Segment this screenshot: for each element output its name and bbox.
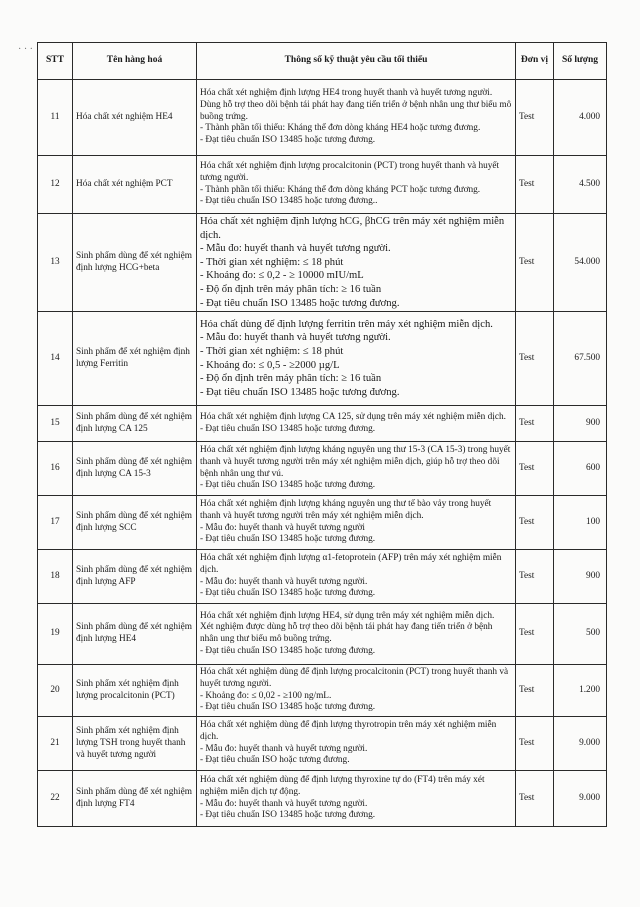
row-unit: Test — [516, 665, 554, 717]
row-unit: Test — [516, 550, 554, 604]
row-quantity: 67.500 — [554, 312, 607, 406]
spec-line: - Đạt tiêu chuẩn ISO 13485 hoặc tương đương. — [200, 645, 376, 656]
table-row — [38, 665, 607, 717]
header-qty: Số lượng — [554, 43, 607, 80]
spec-line: - Đạt tiêu chuẩn ISO 13485 hoặc tương đương. — [200, 702, 376, 713]
spec-line: - Khoảng đo: ≤ 0,2 - ≥ 10000 mIU/mL — [200, 270, 364, 282]
row-quantity: 900 — [554, 406, 607, 442]
spec-line: - Đạt tiêu chuẩn ISO 13485 hoặc tương đương.. — [200, 196, 378, 207]
table-row — [38, 496, 607, 550]
spec-line: Hóa chất xét nghiệm định lượng CA 125, sử dụng trên máy xét nghiệm miễn dịch. — [200, 411, 506, 422]
row-item-name: Hóa chất xét nghiệm PCT — [73, 156, 197, 214]
spec-line: Hóa chất xét nghiệm dùng để định lượng thyrotropin trên máy xét nghiệm miễn dịch. — [200, 720, 497, 742]
row-specification — [197, 156, 516, 214]
row-specification — [197, 406, 516, 442]
spec-line: - Thành phần tối thiểu: Kháng thể đơn dòng kháng HE4 hoặc tương đương. — [200, 123, 481, 134]
spec-line: - Đạt tiêu chuẩn ISO 13485 hoặc tương đương. — [200, 588, 376, 599]
row-item-name: Sinh phẩm dùng để xét nghiệm định lượng CA 125 — [73, 406, 197, 442]
row-stt: 11 — [38, 80, 73, 156]
row-specification — [197, 604, 516, 665]
table-row — [38, 406, 607, 442]
spec-line: Hóa chất xét nghiệm dùng để định lượng procalcitonin (PCT) trong huyết thanh và huyết tương người. — [200, 667, 509, 689]
row-item-name: Sinh phẩm xét nghiệm định lượng procalcitonin (PCT) — [73, 665, 197, 717]
table-row — [38, 604, 607, 665]
row-stt: 14 — [38, 312, 73, 406]
row-unit: Test — [516, 406, 554, 442]
row-quantity: 54.000 — [554, 214, 607, 312]
spec-line: - Thành phần tối thiểu: Kháng thể đơn dòng kháng PCT hoặc tương đương. — [200, 184, 481, 195]
row-specification — [197, 214, 516, 312]
row-stt: 22 — [38, 771, 73, 827]
row-quantity: 9.000 — [554, 717, 607, 771]
row-unit: Test — [516, 442, 554, 496]
spec-line: - Đạt tiêu chuẩn ISO 13485 hoặc tương đương. — [200, 423, 376, 434]
row-unit: Test — [516, 771, 554, 827]
spec-line: Hóa chất xét nghiệm định lượng HE4, sử dụng trên máy xét nghiệm miễn dịch. — [200, 610, 495, 621]
spec-line: - Khoảng đo: ≤ 0,5 - ≥2000 µg/L — [200, 359, 340, 371]
row-unit: Test — [516, 156, 554, 214]
header-unit: Đơn vị — [516, 43, 554, 80]
row-quantity: 100 — [554, 496, 607, 550]
row-unit: Test — [516, 604, 554, 665]
row-unit: Test — [516, 717, 554, 771]
spec-line: - Đạt tiêu chuẩn ISO hoặc tương đương. — [200, 755, 350, 766]
spec-line: - Mẫu đo: huyết thanh và huyết tương người. — [200, 743, 368, 754]
spec-line: - Đạt tiêu chuẩn ISO 13485 hoặc tương đương. — [200, 810, 376, 821]
row-specification — [197, 717, 516, 771]
row-stt: 21 — [38, 717, 73, 771]
spec-line: Hóa chất xét nghiệm định lượng α1-fetoprotein (AFP) trên máy xét nghiệm miễn dịch. — [200, 553, 502, 575]
row-item-name: Sinh phẩm xét nghiệm định lượng TSH trong huyết thanh và huyết tương người — [73, 717, 197, 771]
row-item-name: Sinh phẩm dùng để xét nghiệm định lượng AFP — [73, 550, 197, 604]
header-spec: Thông số kỹ thuật yêu cầu tối thiểu — [197, 43, 516, 80]
row-specification — [197, 312, 516, 406]
table-row — [38, 550, 607, 604]
row-stt: 13 — [38, 214, 73, 312]
row-stt: 19 — [38, 604, 73, 665]
spec-line: Hóa chất xét nghiệm định lượng hCG, βhCG trên máy xét nghiệm miễn dịch. — [200, 216, 505, 241]
row-unit: Test — [516, 80, 554, 156]
table-row — [38, 80, 607, 156]
row-unit: Test — [516, 312, 554, 406]
row-stt: 12 — [38, 156, 73, 214]
spec-line: - Đạt tiêu chuẩn ISO 13485 hoặc tương đương. — [200, 480, 376, 491]
row-stt: 20 — [38, 665, 73, 717]
row-specification — [197, 550, 516, 604]
header-name: Tên hàng hoá — [73, 43, 197, 80]
row-item-name: Sinh phẩm dùng để xét nghiệm định lượng HCG+beta — [73, 214, 197, 312]
scan-mark: · · · — [18, 44, 33, 55]
spec-line: - Mẫu đo: huyết thanh và huyết tương người. — [200, 798, 368, 809]
row-specification — [197, 442, 516, 496]
row-item-name: Sinh phẩm dùng để xét nghiệm định lượng CA 15-3 — [73, 442, 197, 496]
spec-line: - Độ ổn định trên máy phân tích: ≥ 16 tuần — [200, 373, 382, 385]
spec-line: - Thời gian xét nghiệm: ≤ 18 phút — [200, 346, 344, 358]
spec-line: Hóa chất xét nghiệm định lượng kháng nguyên ung thư tế bào vảy trong huyết thanh và huyết tương người trên máy xét nghiệm miễn dịch. — [200, 499, 492, 521]
row-unit: Test — [516, 214, 554, 312]
spec-line: Hóa chất xét nghiệm định lượng procalcitonin (PCT) trong huyết thanh và huyết tương người. — [200, 160, 500, 183]
spec-line: - Mẫu đo: huyết thanh và huyết tương người. — [200, 332, 391, 344]
spec-line: Hóa chất dùng để định lượng ferritin trên máy xét nghiệm miễn dịch. — [200, 318, 493, 330]
row-quantity: 900 — [554, 550, 607, 604]
row-item-name: Sinh phẩm dùng để xét nghiệm định lượng FT4 — [73, 771, 197, 827]
table-row — [38, 312, 607, 406]
row-stt: 17 — [38, 496, 73, 550]
header-stt: STT — [38, 43, 73, 80]
row-specification — [197, 496, 516, 550]
table-header-row — [38, 43, 607, 80]
spec-line: - Mẫu đo: huyết thanh và huyết tương người. — [200, 576, 368, 587]
row-stt: 18 — [38, 550, 73, 604]
row-quantity: 500 — [554, 604, 607, 665]
spec-line: - Đạt tiêu chuẩn ISO 13485 hoặc tương đương. — [200, 386, 400, 398]
row-item-name: Sinh phẩm dùng để xét nghiệm định lượng HE4 — [73, 604, 197, 665]
row-unit: Test — [516, 496, 554, 550]
specification-table — [37, 42, 607, 827]
row-quantity: 9.000 — [554, 771, 607, 827]
table-row — [38, 156, 607, 214]
spec-line: - Mẫu đo: huyết thanh và huyết tương người — [200, 522, 366, 533]
table-row — [38, 771, 607, 827]
spec-line: - Thời gian xét nghiệm: ≤ 18 phút — [200, 256, 344, 268]
spec-line: - Khoảng đo: ≤ 0,02 - ≥100 ng/mL. — [200, 690, 332, 701]
table-row — [38, 214, 607, 312]
row-item-name: Sinh phẩm dùng để xét nghiệm định lượng SCC — [73, 496, 197, 550]
row-specification — [197, 771, 516, 827]
spec-line: Xét nghiệm được dùng hỗ trợ theo dõi bệnh tái phát hay đang tiến triển ở bệnh nhân ung thư biểu mô buồng trứng. — [200, 622, 493, 645]
row-quantity: 600 — [554, 442, 607, 496]
spec-line: - Đạt tiêu chuẩn ISO 13485 hoặc tương đương. — [200, 534, 376, 545]
row-item-name: Hóa chất xét nghiệm HE4 — [73, 80, 197, 156]
spec-line: Hóa chất xét nghiệm dùng để định lượng thyroxine tự do (FT4) trên máy xét nghiệm miễn dịch tự động. — [200, 775, 485, 797]
spec-line: - Đạt tiêu chuẩn ISO 13485 hoặc tương đương. — [200, 135, 376, 146]
spec-line: - Mẫu đo: huyết thanh và huyết tương người. — [200, 243, 391, 255]
spec-line: - Độ ổn định trên máy phân tích: ≥ 16 tuần — [200, 283, 382, 295]
row-specification — [197, 665, 516, 717]
spec-line: - Đạt tiêu chuẩn ISO 13485 hoặc tương đương. — [200, 297, 400, 309]
table-row — [38, 717, 607, 771]
table-row — [38, 442, 607, 496]
spec-line: Hóa chất xét nghiệm định lượng HE4 trong huyết thanh và huyết tương người. — [200, 88, 493, 98]
row-specification — [197, 80, 516, 156]
row-quantity: 4.500 — [554, 156, 607, 214]
row-stt: 15 — [38, 406, 73, 442]
row-stt: 16 — [38, 442, 73, 496]
row-item-name: Sinh phẩm để xét nghiệm định lượng Ferritin — [73, 312, 197, 406]
spec-line: Dùng hỗ trợ theo dõi bệnh tái phát hay đang tiến triển ở bệnh nhân ung thư biểu mô buồng trứng. — [200, 99, 512, 122]
row-quantity: 4.000 — [554, 80, 607, 156]
spec-line: Hóa chất xét nghiệm định lượng kháng nguyên ung thư 15-3 (CA 15-3) trong huyết thanh và huyết tương người trên máy xét nghiệm miễn dịch, giúp hỗ trợ theo dõi bệnh nhân ung thư vú. — [200, 445, 511, 479]
row-quantity: 1.200 — [554, 665, 607, 717]
